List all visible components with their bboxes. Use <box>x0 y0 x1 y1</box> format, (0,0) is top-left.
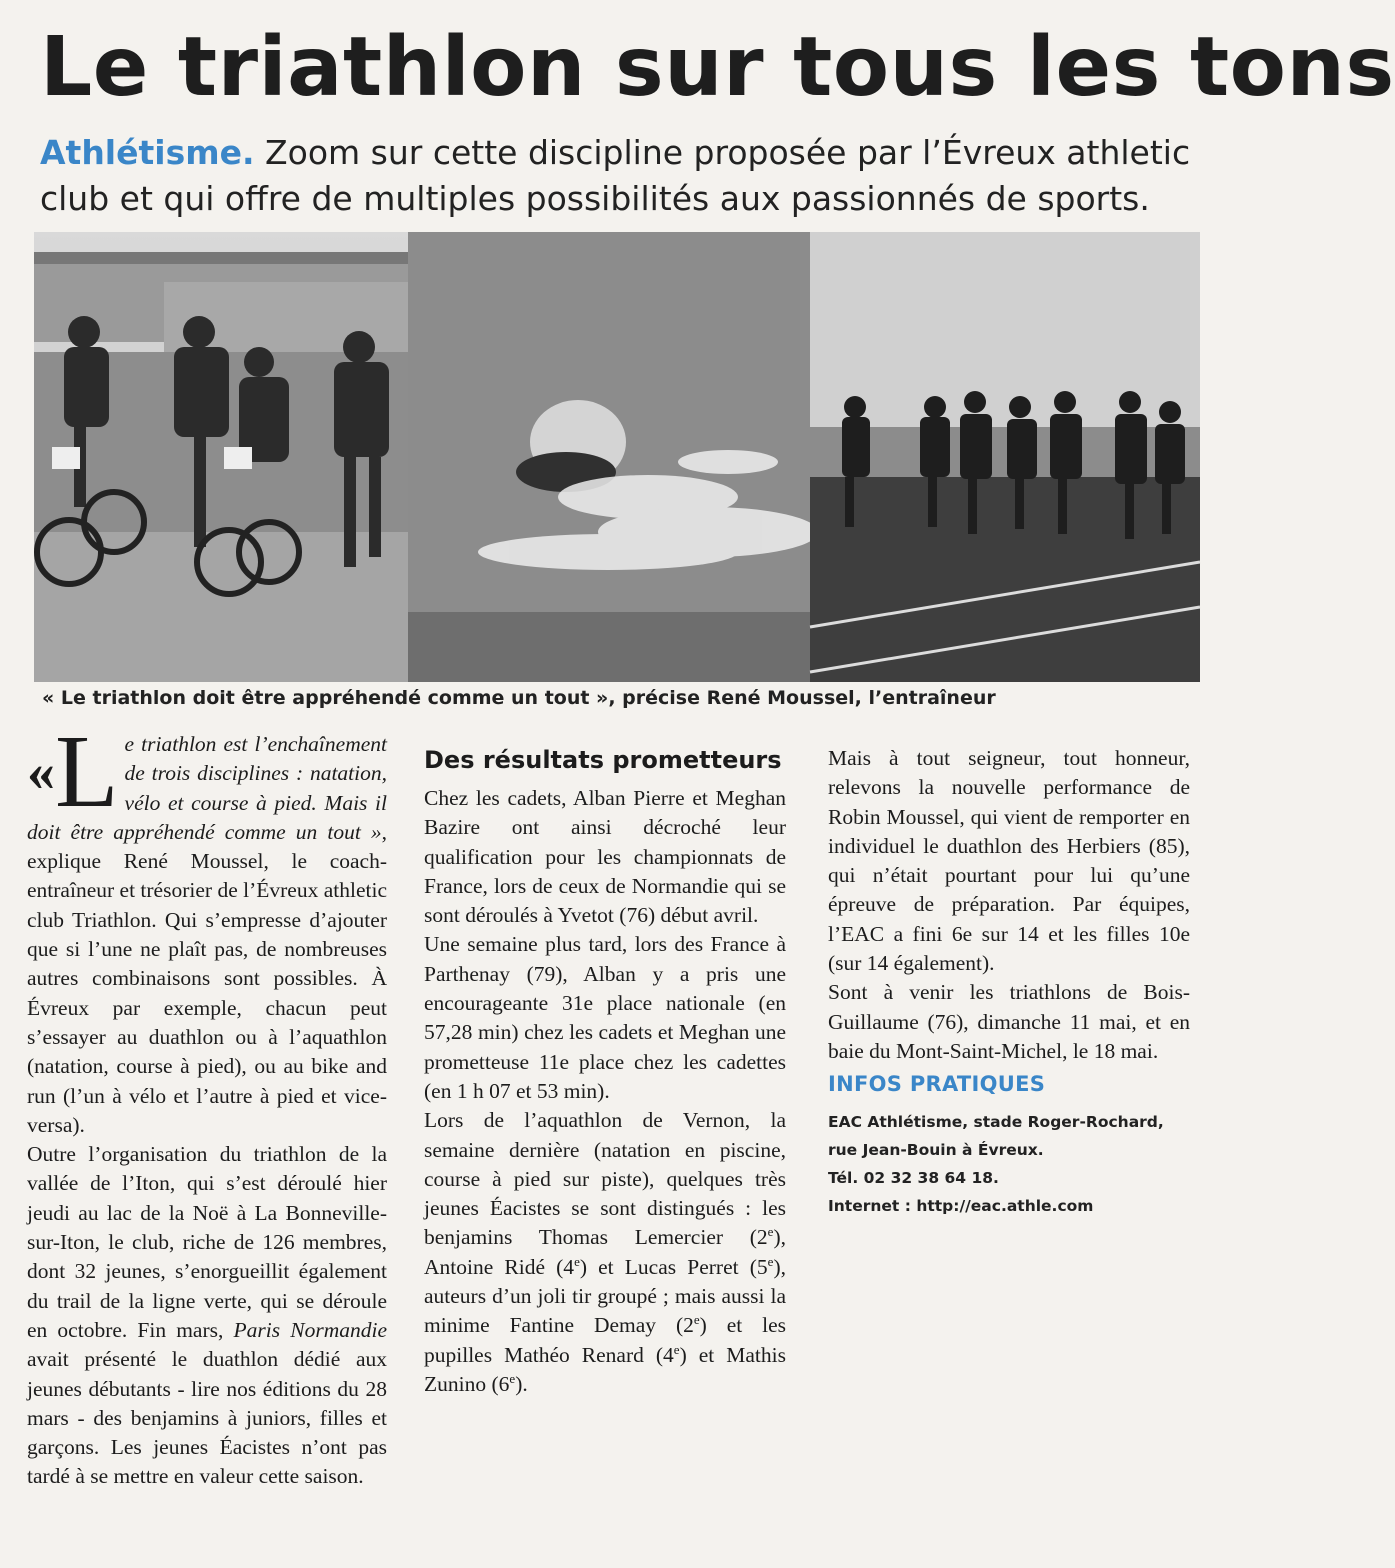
kicker: Athlétisme. <box>40 133 255 172</box>
paragraph-2: Outre l’organisation du triathlon de la vallée de l’Iton, qui s’est déroulé hier jeudi au lac de la Noë à La Bonneville-sur-Iton, le club, riche de 126 membres, dont 32 jeunes, s’enorgueillit également du trail de la ligne verte, qui se déroule en octobre. Fin mars, Paris Normandie avait présenté le duathlon dédié aux jeunes débutants - lire nos éditions du 28 mars - des benjamins à juniors, filles et garçons. Les jeunes Éacistes n’ont pas tardé à se mettre en valeur cette saison. <box>27 1142 387 1489</box>
infos-street: rue Jean-Bouin à Évreux. <box>828 1140 1044 1159</box>
photo-runners <box>810 232 1200 682</box>
infos-phone: Tél. 02 32 38 64 18. <box>828 1168 999 1187</box>
paragraph-4: Une semaine plus tard, lors des France à Parthenay (79), Alban y a pris une encourageante 31e place nationale (en 57,28 min) chez les cadets et Meghan une prometteuse 11e place chez les cadettes (en 1 h 07 et 53 min). <box>424 932 786 1103</box>
subheading: Des résultats prometteurs <box>424 746 782 774</box>
standfirst-text: Zoom sur cette discipline proposée par l’Évreux athletic club et qui offre de multiples possibilités aux passionnés de sports. <box>40 133 1191 218</box>
infos-title: INFOS PRATIQUES <box>828 1072 1046 1097</box>
infos-website: Internet : http://eac.athle.com <box>828 1196 1094 1215</box>
paragraph-7: Sont à venir les triathlons de Bois-Guillaume (76), dimanche 11 mai, et en baie du Mont-Saint-Michel, le 18 mai. <box>828 980 1190 1063</box>
paragraph-5: Lors de l’aquathlon de Vernon, la semaine dernière (natation en piscine, course à pied sur piste), quelques très jeunes Éacistes se sont distingués : les benjamins Thomas Lemercier (2e), Antoine Ridé (4e) et Lucas Perret (5e), auteurs d’un joli tir groupé ; mais aussi la minime Fantine Demay (2e) et les pupilles Mathéo Renard (4e) et Mathis Zunino (6e). <box>424 1108 787 1396</box>
article-column-2 <box>424 744 786 1399</box>
intro-quote: e triathlon est l’enchaînement de trois disciplines : natation, vélo et course à pied. Mais il doit être appréhendé comme un tout » <box>27 732 387 844</box>
paragraph-6: Mais à tout seigneur, tout honneur, relevons la nouvelle performance de Robin Moussel, qui vient de remporter en individuel le duathlon des Herbiers (85), qui n’était pourtant pour lui qu’une épreuve de préparation. Par équipes, l’EAC a fini 6e sur 14 et les filles 10e (sur 14 également). <box>828 746 1190 976</box>
intro-paragraph <box>27 714 387 1140</box>
photo-swimmer <box>408 232 816 682</box>
newspaper-name: Paris Normandie <box>233 1317 387 1342</box>
photo-cyclists <box>34 232 414 682</box>
intro-rest: , explique René Moussel, le coach-entraîneur et trésorier de l’Évreux athletic club Triathlon. Qui s’empresse d’ajouter que si l’une ne plaît pas, de nombreuses autres combinaisons sont possibles. À Évreux par exemple, chacun peut s’essayer au duathlon ou à l’aquathlon (natation, course à pied), ou au bike and run (l’un à vélo et l’autre à pied et vice-versa). <box>27 819 387 1137</box>
article-column-1 <box>27 714 387 1492</box>
paragraph-3: Chez les cadets, Alban Pierre et Meghan Bazire ont ainsi décroché leur qualification pour les championnats de France, lors de ceux de Normandie qui se sont déroulés à Yvetot (76) début avril. <box>424 786 786 928</box>
article-column-3 <box>828 744 1190 1220</box>
dropcap: «L <box>27 714 119 829</box>
infos-address: EAC Athlétisme, stade Roger-Rochard, <box>828 1112 1164 1131</box>
headline: Le triathlon sur tous les tons <box>40 20 1395 115</box>
photo-caption: « Le triathlon doit être appréhendé comme un tout », précise René Moussel, l’entraîneur <box>42 687 996 709</box>
standfirst <box>40 130 1210 222</box>
